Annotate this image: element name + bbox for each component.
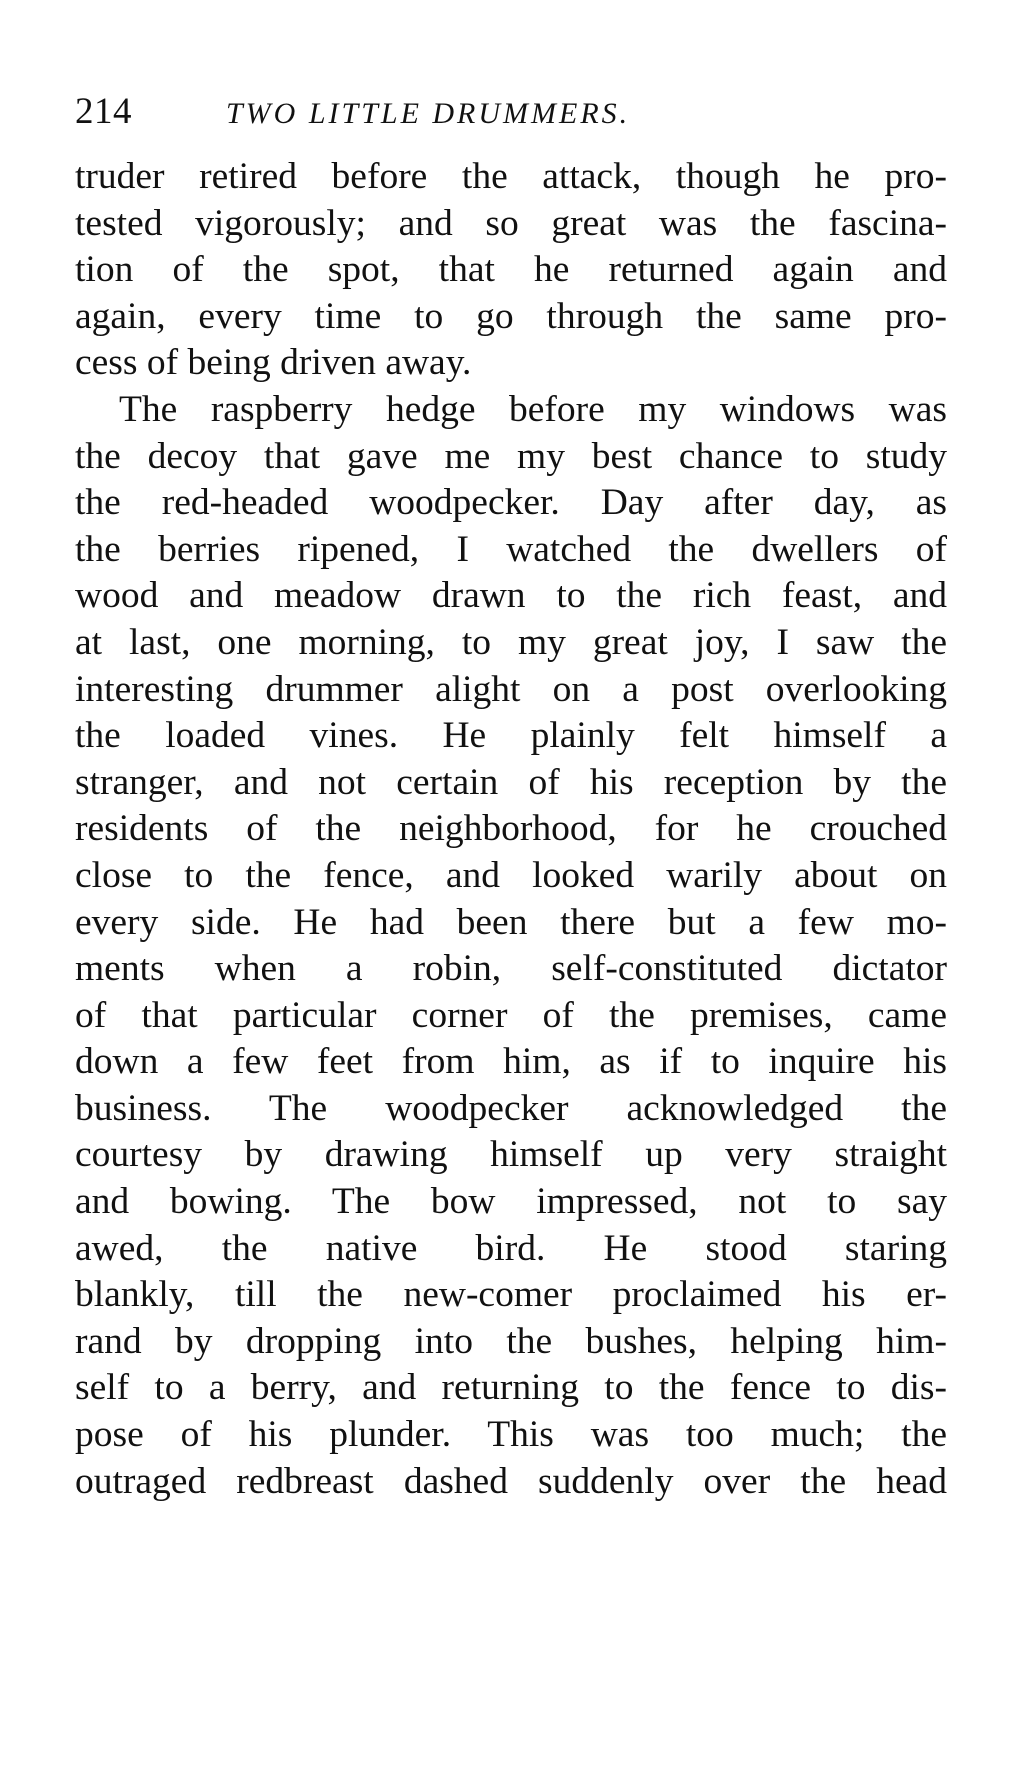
text-line: down a few feet from him, as if to inquire his — [75, 1041, 947, 1083]
text-line: the loaded vines. He plainly felt himself a — [75, 715, 947, 757]
text-line: business. The woodpecker acknowledged the — [75, 1087, 947, 1129]
text-line: pose of his plunder. This was too much; the — [75, 1414, 947, 1456]
book-page — [75, 90, 947, 1505]
text-line: close to the fence, and looked warily about on — [75, 854, 947, 896]
text-line: tion of the spot, that he returned again and — [75, 249, 947, 291]
text-line: cess of being driven away. — [75, 342, 472, 384]
running-title: TWO LITTLE DRUMMERS. — [226, 97, 631, 130]
text-line: outraged redbreast dashed suddenly over the head — [75, 1460, 947, 1502]
text-line: stranger, and not certain of his reception by the — [75, 761, 947, 803]
text-line: truder retired before the attack, though he pro- — [75, 156, 947, 197]
text-line: wood and meadow drawn to the rich feast, and — [75, 575, 947, 617]
text-line: blankly, till the new-comer proclaimed his er- — [75, 1274, 947, 1316]
text-line: the decoy that gave me my best chance to study — [75, 435, 947, 477]
text-line: again, every time to go through the same pro- — [75, 295, 947, 337]
paragraph-1 — [75, 154, 947, 387]
text-line: the berries ripened, I watched the dwellers of — [75, 528, 947, 570]
page-number: 214 — [75, 91, 132, 132]
text-line: at last, one morning, to my great joy, I saw the — [75, 621, 947, 663]
text-line: every side. He had been there but a few mo- — [75, 901, 947, 943]
text-line: awed, the native bird. He stood staring — [75, 1227, 947, 1269]
text-line: tested vigorously; and so great was the fascina- — [75, 202, 947, 244]
text-line: The raspberry hedge before my windows was — [119, 388, 947, 430]
text-line: rand by dropping into the bushes, helping him- — [75, 1320, 947, 1362]
text-line: the red-headed woodpecker. Day after day, as — [75, 482, 947, 524]
text-line: self to a berry, and returning to the fence to dis- — [75, 1367, 947, 1409]
running-head — [75, 90, 947, 140]
text-line: and bowing. The bow impressed, not to say — [75, 1181, 947, 1223]
paragraph-2 — [75, 387, 947, 1505]
text-line: residents of the neighborhood, for he crouched — [75, 808, 947, 850]
text-line: interesting drummer alight on a post overlooking — [75, 668, 947, 710]
text-line: of that particular corner of the premises, came — [75, 994, 947, 1036]
text-line: ments when a robin, self-constituted dictator — [75, 948, 947, 990]
text-line: courtesy by drawing himself up very straight — [75, 1134, 947, 1176]
